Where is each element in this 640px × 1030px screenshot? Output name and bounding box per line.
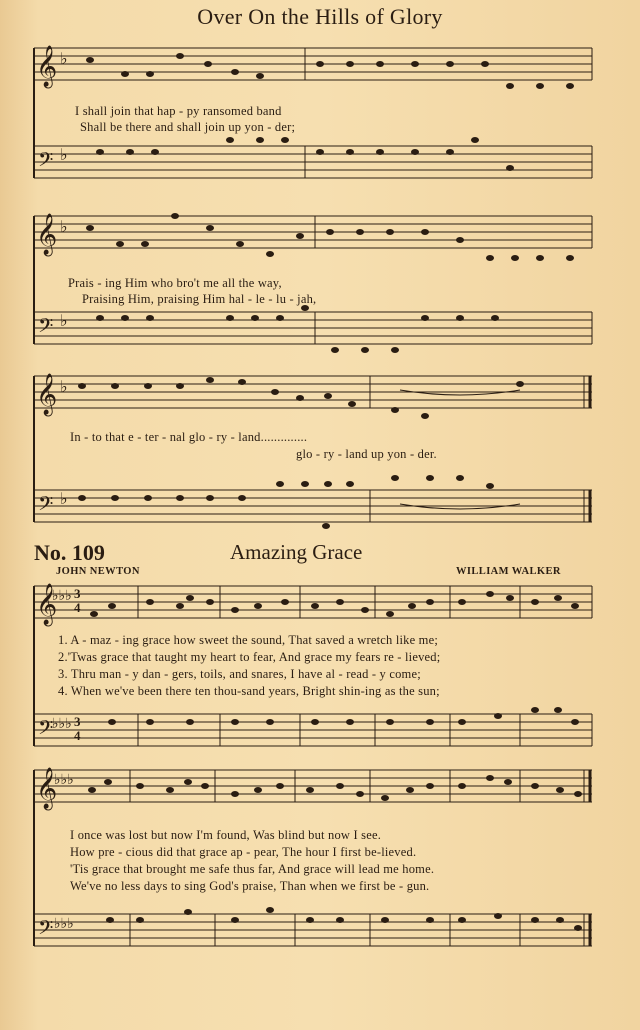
hymn-number: No. 109 xyxy=(34,540,105,565)
bass-clef-icon: 𝄢 xyxy=(38,494,54,520)
composer: WILLIAM WALKER xyxy=(456,566,561,577)
author: JOHN NEWTON xyxy=(56,566,140,577)
verse-4-line-1: 4. When we've been there ten thou-sand years, Bright shin-ing as the sun; xyxy=(58,684,440,698)
hymn-title-over-on-the-hills: Over On the Hills of Glory xyxy=(197,4,443,29)
lyric-line-lower: glo - ry - land up yon - der. xyxy=(296,447,437,461)
svg-text:♭♭♭: ♭♭♭ xyxy=(52,717,72,732)
svg-text:♭: ♭ xyxy=(60,51,68,68)
svg-text:♭: ♭ xyxy=(60,313,68,330)
svg-text:♭: ♭ xyxy=(60,147,68,164)
music-system-3 xyxy=(30,372,596,542)
verse-2-line-1: 2.'Twas grace that taught my heart to fear, And grace my fears re - lieved; xyxy=(58,650,441,664)
svg-text:♭: ♭ xyxy=(60,491,68,508)
treble-staff xyxy=(30,206,596,376)
treble-clef-icon: 𝄞 xyxy=(36,214,58,254)
music-system-4 xyxy=(30,576,596,756)
svg-text:♭: ♭ xyxy=(60,379,68,396)
svg-text:♭: ♭ xyxy=(60,219,68,236)
lyric-line-upper: Prais - ing Him who bro't me all the way, xyxy=(68,276,282,290)
verse-1-line-1: 1. A - maz - ing grace how sweet the sound, That saved a wretch like me; xyxy=(58,633,439,647)
hymn-title-amazing-grace: Amazing Grace xyxy=(230,540,363,564)
svg-text:4: 4 xyxy=(74,728,81,743)
svg-text:♭♭♭: ♭♭♭ xyxy=(54,917,74,932)
lyric-line-upper: In - to that e - ter - nal glo - ry - land.............. xyxy=(70,430,308,444)
lyric-line-upper: I shall join that hap - py ransomed band xyxy=(75,104,282,118)
bass-clef-icon: 𝄢 xyxy=(38,918,54,944)
bass-clef-icon: 𝄢 xyxy=(38,718,54,744)
verse-2-line-2: How pre - cious did that grace ap - pear, The hour I first be-lieved. xyxy=(70,845,417,859)
music-system-2 xyxy=(30,206,596,376)
lyric-line-lower: Shall be there and shall join up yon - der; xyxy=(80,120,296,134)
music-system-1 xyxy=(30,38,596,208)
music-system-5 xyxy=(30,760,596,960)
svg-text:4: 4 xyxy=(74,600,81,615)
svg-text:3: 3 xyxy=(74,586,81,601)
treble-clef-icon: 𝄞 xyxy=(36,584,58,624)
treble-staff xyxy=(30,760,596,960)
verse-4-line-2: We've no less days to sing God's praise, Than when we first be - gun. xyxy=(70,879,430,893)
verse-1-line-2: I once was lost but now I'm found, Was blind but now I see. xyxy=(70,828,382,842)
treble-clef-icon: 𝄞 xyxy=(36,374,58,414)
svg-text:♭♭♭: ♭♭♭ xyxy=(54,773,74,788)
treble-clef-icon: 𝄞 xyxy=(36,768,58,808)
bass-clef-icon: 𝄢 xyxy=(38,316,54,342)
treble-staff xyxy=(30,576,596,756)
lyric-line-lower: Praising Him, praising Him hal - le - lu - jah, xyxy=(82,292,317,306)
verse-3-line-2: 'Tis grace that brought me safe thus far, And grace will lead me home. xyxy=(70,862,435,876)
verse-3-line-1: 3. Thru man - y dan - gers, toils, and snares, I have al - read - y come; xyxy=(58,667,421,681)
svg-text:3: 3 xyxy=(74,714,81,729)
svg-text:♭♭♭: ♭♭♭ xyxy=(52,589,72,604)
treble-clef-icon: 𝄞 xyxy=(36,46,58,86)
bass-clef-icon: 𝄢 xyxy=(38,150,54,176)
